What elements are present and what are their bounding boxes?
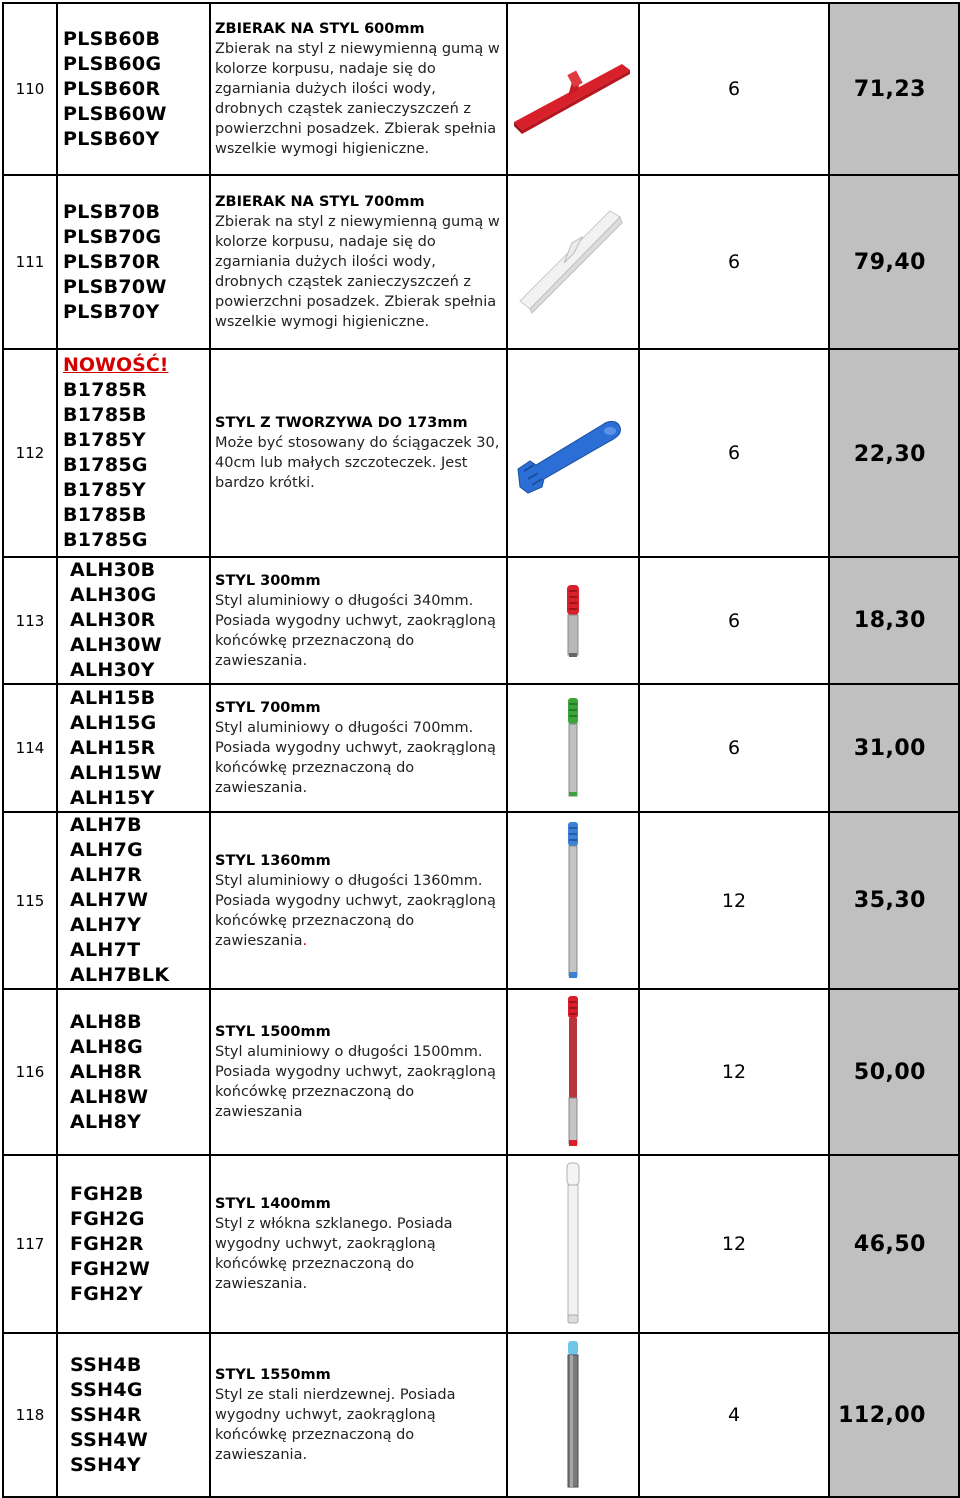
row-number: 114 — [3, 684, 57, 812]
product-description — [210, 3, 507, 175]
quantity: 12 — [639, 989, 829, 1155]
product-description — [210, 684, 507, 812]
steel-handle-icon — [553, 1339, 593, 1491]
row-number: 111 — [3, 175, 57, 349]
product-code: ALH15B — [70, 686, 156, 709]
product-description — [210, 1155, 507, 1333]
row-number: 117 — [3, 1155, 57, 1333]
product-code: ALH8Y — [70, 1110, 142, 1133]
product-image — [507, 175, 639, 349]
product-text: Styl aluminiowy o długości 700mm. Posiada wygodny uchwyt, zaokrągloną końcówkę przeznaczoną do zawieszania. — [215, 720, 496, 796]
product-code: PLSB60G — [63, 52, 162, 75]
price: 71,23 — [829, 3, 959, 175]
price: 112,00 — [829, 1333, 959, 1497]
white-squeegee-icon — [510, 197, 636, 327]
product-code: PLSB70Y — [63, 300, 160, 323]
product-code: ALH30W — [70, 634, 162, 656]
quantity: 6 — [639, 175, 829, 349]
price: 35,30 — [829, 812, 959, 989]
product-codes — [57, 3, 210, 175]
product-description — [210, 557, 507, 684]
product-code: ALH15R — [70, 736, 156, 759]
row-number: 116 — [3, 989, 57, 1155]
product-row — [3, 175, 959, 349]
product-description — [210, 989, 507, 1155]
price: 46,50 — [829, 1155, 959, 1333]
product-text: Zbierak na styl z niewymienną gumą w kolorze korpusu, nadaje się do zgarniania dużych ilości wody, drobnych cząstek zanieczyszczeń z powierzchni posadzek. Zbierak spełnia wszelkie wymogi higieniczne. — [215, 214, 500, 330]
product-code: FGH2R — [70, 1232, 144, 1255]
product-code: ALH30R — [70, 609, 156, 631]
price: 50,00 — [829, 989, 959, 1155]
product-code: SSH4R — [70, 1403, 142, 1426]
product-code: B1785Y — [63, 479, 146, 501]
red-aluminium-handle-icon — [553, 994, 593, 1150]
quantity: 6 — [639, 684, 829, 812]
product-codes — [57, 1155, 210, 1333]
product-codes — [57, 989, 210, 1155]
product-image — [507, 989, 639, 1155]
product-row — [3, 1333, 959, 1497]
product-codes — [57, 557, 210, 684]
product-code: PLSB70R — [63, 250, 161, 273]
quantity: 12 — [639, 812, 829, 989]
product-code: PLSB70G — [63, 225, 162, 248]
product-code: SSH4Y — [70, 1453, 141, 1476]
product-codes — [57, 175, 210, 349]
product-description — [210, 812, 507, 989]
product-code: B1785B — [63, 404, 147, 426]
product-image — [507, 812, 639, 989]
product-code: ALH7Y — [70, 914, 142, 936]
row-number: 112 — [3, 349, 57, 557]
product-row — [3, 989, 959, 1155]
product-code: ALH8G — [70, 1035, 144, 1058]
product-code: PLSB60Y — [63, 127, 160, 150]
white-fiberglass-handle-icon — [553, 1161, 593, 1327]
product-code: PLSB60B — [63, 27, 161, 50]
product-code: SSH4W — [70, 1428, 149, 1451]
product-code: SSH4B — [70, 1353, 142, 1376]
product-code: ALH15Y — [70, 786, 155, 809]
product-code: PLSB70B — [63, 200, 161, 223]
row-number: 110 — [3, 3, 57, 175]
product-code: ALH7G — [70, 839, 144, 861]
product-title: STYL 300mm — [215, 572, 321, 589]
product-image — [507, 1155, 639, 1333]
quantity: 6 — [639, 3, 829, 175]
product-table — [2, 2, 960, 1498]
product-text: Może być stosowany do ściągaczek 30, 40cm lub małych szczoteczek. Jest bardzo krótki. — [215, 435, 500, 491]
product-text: Styl ze stali nierdzewnej. Posiada wygodny uchwyt, zaokrągloną końcówkę przeznaczoną do zawieszania. — [215, 1387, 456, 1463]
price: 31,00 — [829, 684, 959, 812]
row-number: 118 — [3, 1333, 57, 1497]
red-squeegee-icon — [510, 34, 636, 144]
price: 22,30 — [829, 349, 959, 557]
product-code: ALH7R — [70, 864, 143, 886]
product-code: ALH7W — [70, 889, 149, 911]
product-code: FGH2G — [70, 1207, 145, 1230]
product-code: SSH4G — [70, 1378, 143, 1401]
quantity: 4 — [639, 1333, 829, 1497]
product-code: FGH2B — [70, 1182, 144, 1205]
row-number: 113 — [3, 557, 57, 684]
blue-short-handle-icon — [510, 403, 636, 503]
product-codes — [57, 349, 210, 557]
product-text-tail: . — [302, 932, 308, 949]
product-title: STYL 1500mm — [215, 1024, 331, 1040]
green-aluminium-handle-icon — [553, 696, 593, 800]
product-title: ZBIERAK NA STYL 700mm — [215, 194, 425, 210]
product-code: ALH15W — [70, 761, 162, 784]
product-code: FGH2W — [70, 1257, 151, 1280]
product-code: B1785G — [63, 454, 148, 476]
product-description — [210, 1333, 507, 1497]
product-text: Styl aluminiowy o długości 340mm. Posiada wygodny uchwyt, zaokrągloną końcówkę przeznaczoną do zawieszania. — [215, 592, 496, 669]
product-code: B1785R — [63, 379, 147, 401]
product-title: STYL 700mm — [215, 700, 321, 716]
product-codes — [57, 1333, 210, 1497]
product-title: STYL 1400mm — [215, 1196, 331, 1212]
product-code: ALH7T — [70, 939, 141, 961]
product-row — [3, 557, 959, 684]
product-image — [507, 349, 639, 557]
product-text: Styl aluminiowy o długości 1500mm. Posiada wygodny uchwyt, zaokrągloną końcówkę przeznaczoną do zawieszania — [215, 1044, 496, 1120]
quantity: 6 — [639, 349, 829, 557]
product-text: Zbierak na styl z niewymienną gumą w kolorze korpusu, nadaje się do zgarniania dużych ilości wody, drobnych cząstek zanieczyszczeń z powierzchni posadzek. Zbierak spełnia wszelkie wymogi higieniczne. — [215, 41, 500, 157]
product-image — [507, 3, 639, 175]
product-code: ALH8W — [70, 1085, 149, 1108]
product-code: FGH2Y — [70, 1282, 143, 1305]
product-code: ALH8B — [70, 1010, 142, 1033]
product-code: ALH7BLK — [70, 964, 170, 986]
blue-aluminium-handle-icon — [553, 820, 593, 982]
new-badge: NOWOŚĆ! — [63, 354, 169, 376]
product-code: PLSB60R — [63, 77, 161, 100]
product-code: B1785Y — [63, 429, 146, 451]
product-row — [3, 1155, 959, 1333]
price: 18,30 — [829, 557, 959, 684]
product-code: ALH8R — [70, 1060, 143, 1083]
product-row — [3, 3, 959, 175]
product-text: Styl z włókna szklanego. Posiada wygodny uchwyt, zaokrągloną końcówkę przeznaczoną do zawieszania. — [215, 1216, 453, 1292]
quantity: 6 — [639, 557, 829, 684]
product-title: ZBIERAK NA STYL 600mm — [215, 21, 425, 37]
product-image — [507, 684, 639, 812]
short-aluminium-handle-icon — [553, 581, 593, 661]
product-code: B1785G — [63, 529, 148, 551]
product-image — [507, 1333, 639, 1497]
product-image — [507, 557, 639, 684]
product-code: ALH30G — [70, 584, 157, 606]
product-title: STYL Z TWORZYWA DO 173mm — [215, 415, 468, 431]
product-code: ALH30Y — [70, 659, 155, 681]
product-codes — [57, 812, 210, 989]
product-code: PLSB70W — [63, 275, 167, 298]
product-code: PLSB60W — [63, 102, 167, 125]
row-number: 115 — [3, 812, 57, 989]
product-code: ALH30B — [70, 559, 156, 581]
product-description — [210, 349, 507, 557]
price: 79,40 — [829, 175, 959, 349]
product-code: ALH7B — [70, 814, 142, 836]
product-codes — [57, 684, 210, 812]
quantity: 12 — [639, 1155, 829, 1333]
product-row — [3, 349, 959, 557]
product-row — [3, 684, 959, 812]
product-text: Styl aluminiowy o długości 1360mm. Posiada wygodny uchwyt, zaokrągloną końcówkę przeznaczoną do zawieszania — [215, 872, 496, 949]
product-title: STYL 1360mm — [215, 852, 331, 869]
product-description — [210, 175, 507, 349]
product-code: ALH15G — [70, 711, 157, 734]
product-title: STYL 1550mm — [215, 1367, 331, 1383]
product-code: B1785B — [63, 504, 147, 526]
product-row — [3, 812, 959, 989]
